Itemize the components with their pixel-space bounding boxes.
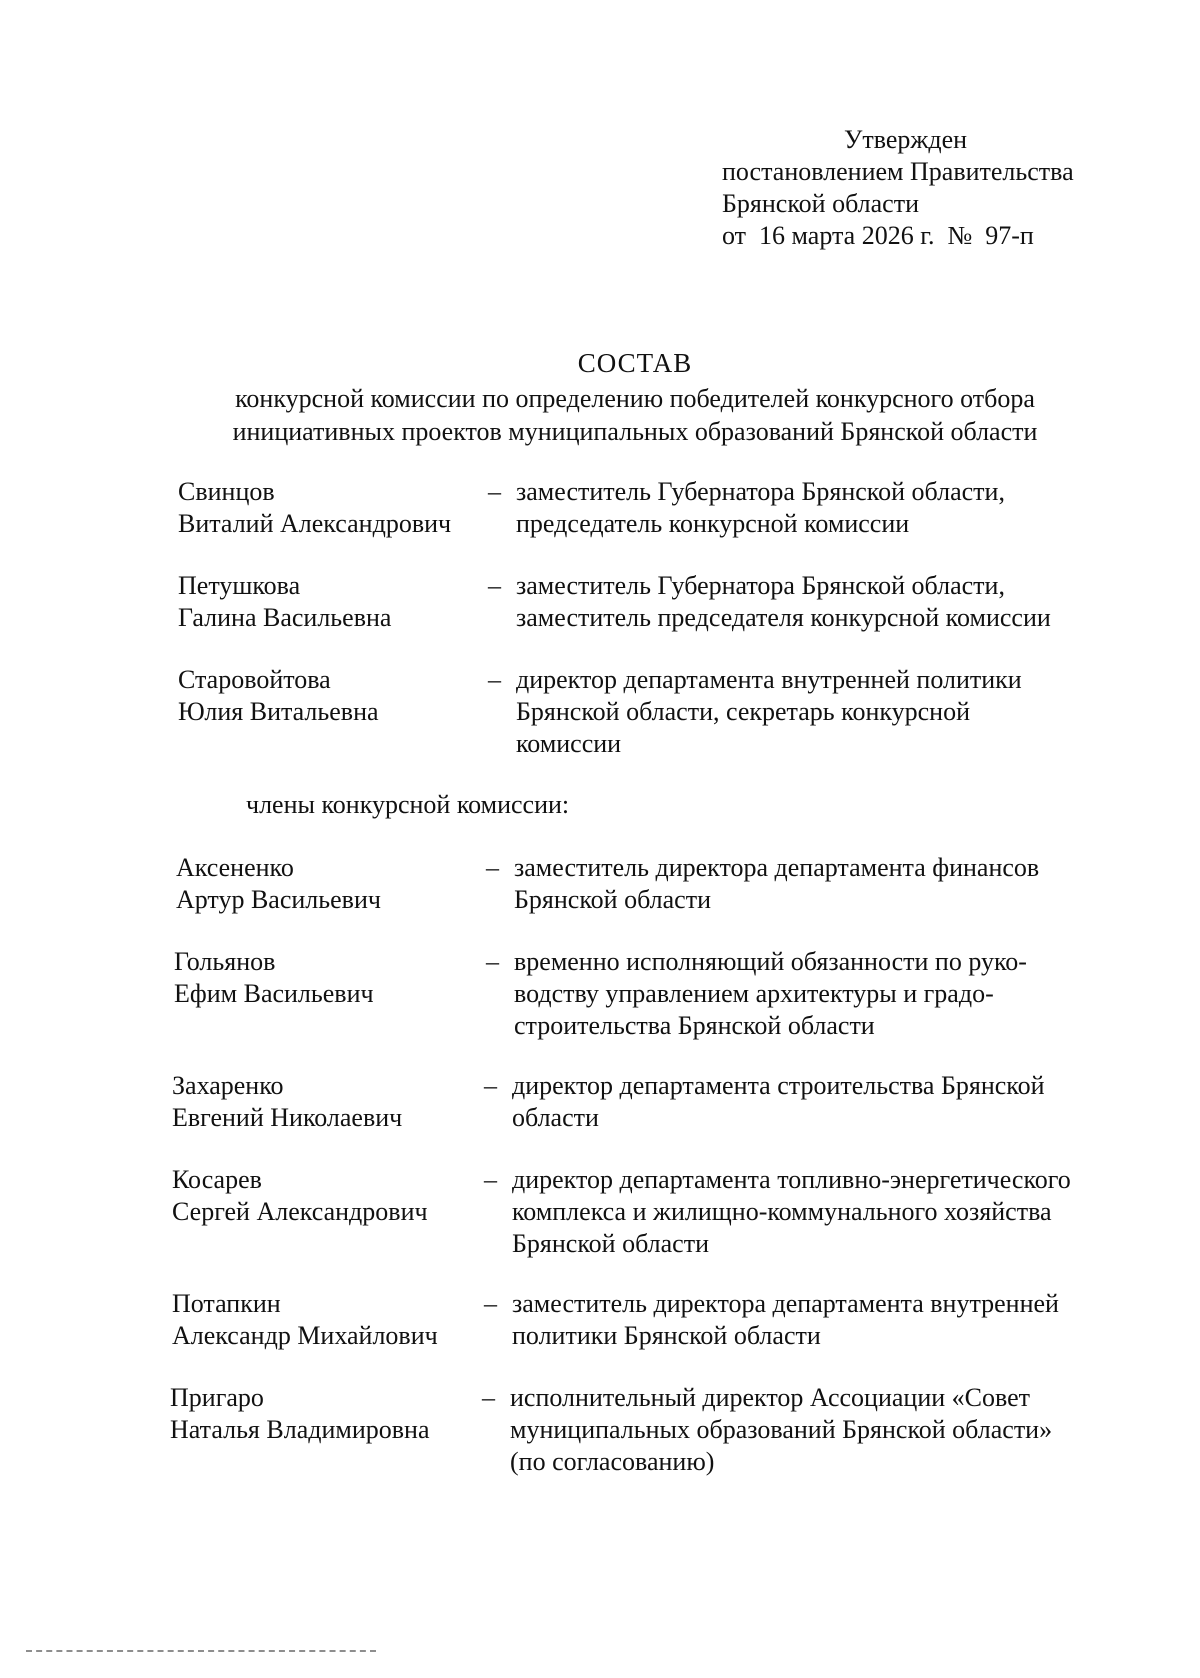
footer-dashed-line — [26, 1650, 376, 1652]
approval-line-2: постановлением Правительства — [722, 157, 1074, 186]
member-role-line: Брянской области — [512, 1229, 709, 1258]
document-subtitle — [0, 382, 1200, 448]
member-role — [514, 852, 1084, 916]
member-role-line: строительства Брянской области — [514, 1011, 875, 1040]
member-name — [174, 946, 474, 1010]
member-role-line: директор департамента внутренней политики — [516, 665, 1022, 694]
member-dash: – — [486, 947, 499, 976]
member-role-line: заместитель Губернатора Брянской области, — [516, 571, 1005, 600]
member-role-line: директор департамента топливно-энергетического — [512, 1165, 1071, 1194]
member-dash: – — [488, 571, 501, 600]
member-surname: Петушкова — [178, 571, 301, 600]
member-role — [512, 1164, 1082, 1260]
member-role — [516, 570, 1086, 634]
member-role-line: заместитель председателя конкурсной комиссии — [516, 603, 1051, 632]
approval-block — [722, 124, 1074, 252]
member-given-name: Галина Васильевна — [178, 603, 392, 632]
member-given-name: Виталий Александрович — [178, 509, 452, 538]
member-name — [172, 1288, 472, 1352]
member-surname: Старовойтова — [178, 665, 331, 694]
member-role-line: комиссии — [516, 729, 622, 758]
member-surname: Аксененко — [176, 853, 294, 882]
member-dash: – — [484, 1289, 497, 1318]
member-name — [178, 476, 478, 540]
member-dash: – — [488, 477, 501, 506]
member-dash: – — [484, 1165, 497, 1194]
member-role — [514, 946, 1084, 1042]
member-surname: Гольянов — [174, 947, 276, 976]
member-given-name: Юлия Витальевна — [178, 697, 379, 726]
member-role — [512, 1070, 1082, 1134]
member-role-line: заместитель директора департамента внутренней — [512, 1289, 1059, 1318]
member-role-line: Брянской области, секретарь конкурсной — [516, 697, 970, 726]
member-role-line: области — [512, 1103, 599, 1132]
member-role-line: временно исполняющий обязанности по руко- — [514, 947, 1027, 976]
member-role-line: Брянской области — [514, 885, 711, 914]
approval-line-3: Брянской области — [722, 189, 919, 218]
member-given-name: Наталья Владимировна — [170, 1415, 430, 1444]
member-role-line: политики Брянской области — [512, 1321, 821, 1350]
document-title: СОСТАВ — [577, 348, 693, 378]
member-role-line: заместитель Губернатора Брянской области, — [516, 477, 1005, 506]
member-name — [178, 664, 478, 728]
member-name — [170, 1382, 470, 1446]
member-surname: Захаренко — [172, 1071, 284, 1100]
member-role-line: (по согласованию) — [510, 1447, 715, 1476]
subtitle-line-2: инициативных проектов муниципальных образований Брянской области — [232, 417, 1038, 446]
member-surname: Косарев — [172, 1165, 262, 1194]
member-name — [172, 1070, 472, 1134]
member-dash: – — [482, 1383, 495, 1412]
member-role — [516, 664, 1086, 760]
approval-line-4: от 16 марта 2026 г. № 97-п — [722, 221, 1034, 250]
member-role-line: председатель конкурсной комиссии — [516, 509, 910, 538]
member-surname: Свинцов — [178, 477, 275, 506]
member-surname: Пригаро — [170, 1383, 264, 1412]
member-role-line: муниципальных образований Брянской области» — [510, 1415, 1053, 1444]
member-surname: Потапкин — [172, 1289, 281, 1318]
member-name — [172, 1164, 472, 1228]
member-role-line: заместитель директора департамента финансов — [514, 853, 1040, 882]
member-name — [178, 570, 478, 634]
member-role-line: комплекса и жилищно-коммунального хозяйства — [512, 1197, 1052, 1226]
member-role-line: исполнительный директор Ассоциации «Совет — [510, 1383, 1031, 1412]
subtitle-line-1: конкурсной комиссии по определению победителей конкурсного отбора — [235, 384, 1035, 413]
member-role-line: директор департамента строительства Брянской — [512, 1071, 1045, 1100]
member-given-name: Сергей Александрович — [172, 1197, 428, 1226]
member-role — [516, 476, 1086, 540]
member-dash: – — [484, 1071, 497, 1100]
member-role — [510, 1382, 1080, 1478]
members-heading: члены конкурсной комиссии: — [246, 790, 570, 819]
member-role — [512, 1288, 1082, 1352]
member-name — [176, 852, 476, 916]
approval-line-1: Утвержден — [844, 125, 968, 154]
member-dash: – — [486, 853, 499, 882]
member-given-name: Евгений Николаевич — [172, 1103, 403, 1132]
member-dash: – — [488, 665, 501, 694]
member-given-name: Александр Михайлович — [172, 1321, 438, 1350]
member-given-name: Артур Васильевич — [176, 885, 381, 914]
member-role-line: водству управлением архитектуры и градо- — [514, 979, 994, 1008]
member-given-name: Ефим Васильевич — [174, 979, 374, 1008]
